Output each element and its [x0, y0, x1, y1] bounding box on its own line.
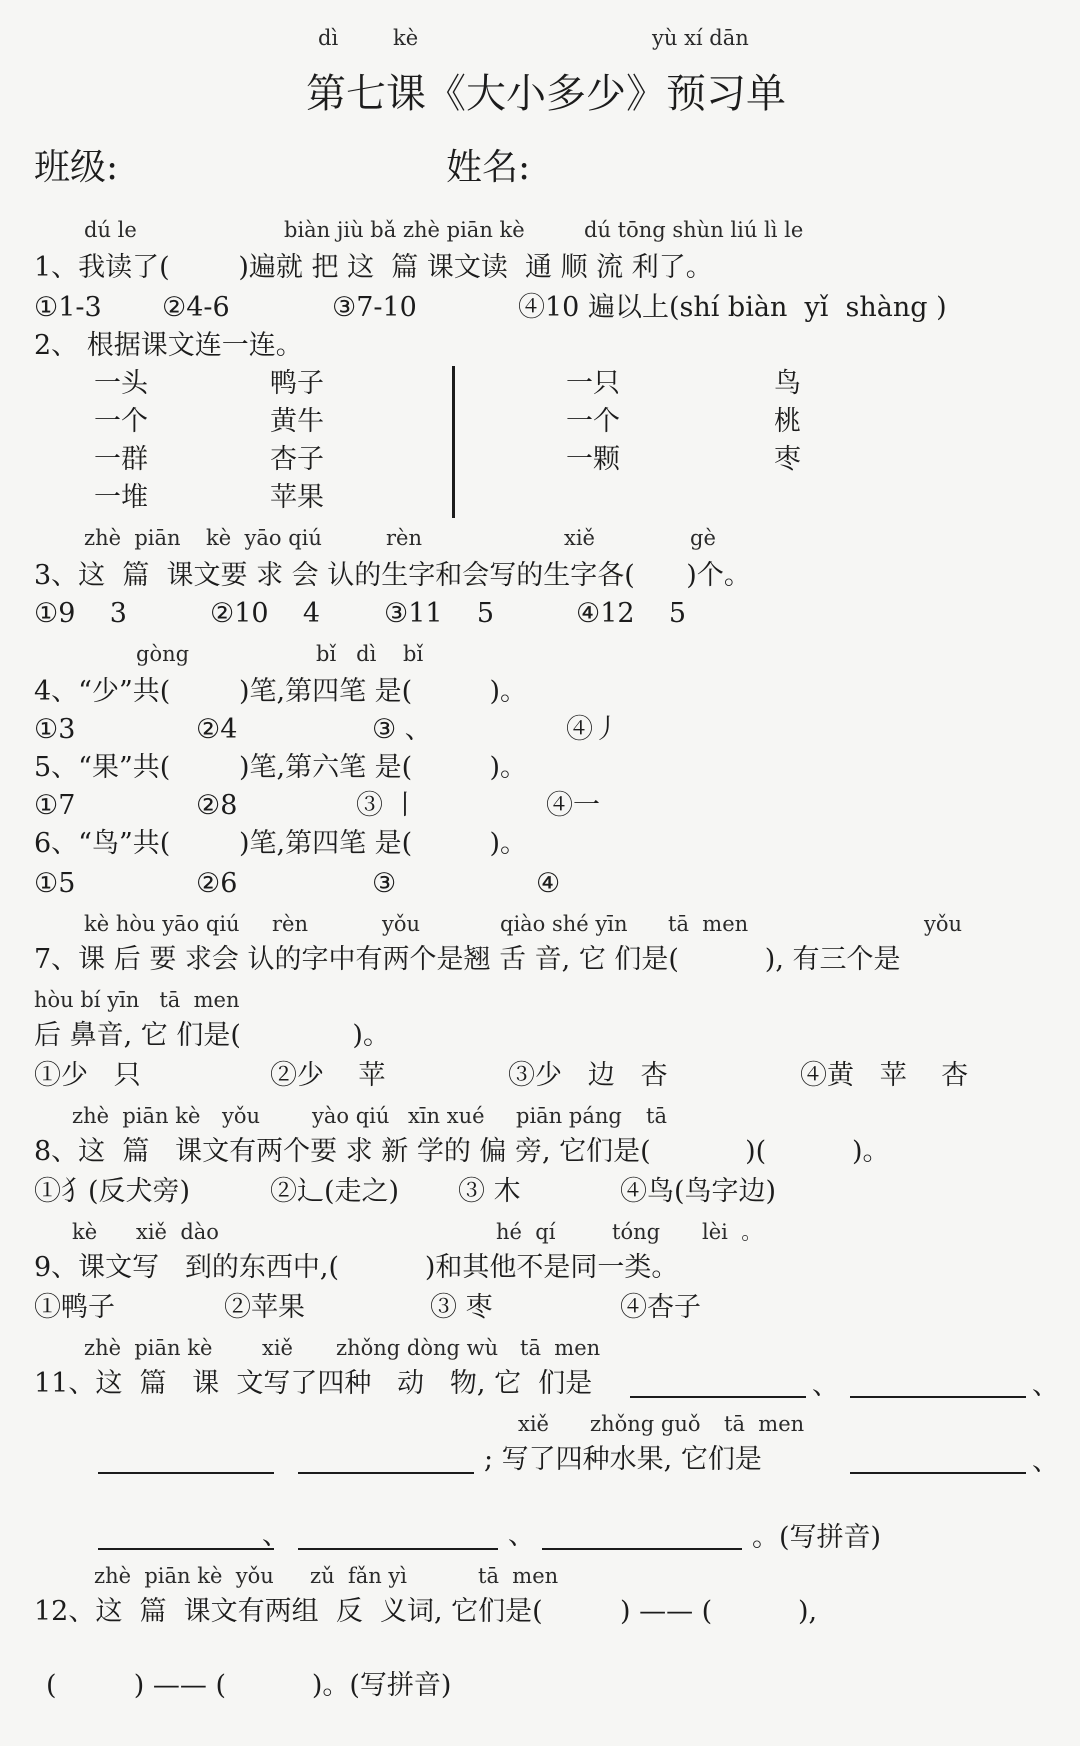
- q11-separator: 、: [262, 1520, 289, 1551]
- q8-pinyin: yào qiú: [312, 1104, 390, 1128]
- title-pinyin-ke: kè: [393, 26, 419, 50]
- q6-option: ①5: [34, 868, 76, 899]
- q7-option: ③少 边 杏: [508, 1060, 668, 1091]
- q7-option: ①少 只: [34, 1060, 141, 1091]
- q8-option: ④鸟(鸟字边): [620, 1176, 777, 1207]
- q11-pinyin: zhǒng dòng wù: [336, 1336, 499, 1360]
- q11-note: 。(写拼音): [752, 1522, 882, 1553]
- page-title: 第七课《大小多少》预习单: [306, 71, 786, 117]
- q9-pinyin: xiě dào: [136, 1220, 219, 1244]
- q8-text: 8、这 篇 课文有两个要 求 新 学的 偏 旁, 它们是( )( )。: [34, 1136, 890, 1167]
- q2-text: 2、 根据课文连一连。: [34, 330, 303, 361]
- q11-pinyin: tā men: [520, 1336, 601, 1360]
- q3-pinyin: rèn: [386, 526, 422, 550]
- q5-text: 5、“果”共( )笔,第六笔 是( )。: [34, 752, 527, 783]
- q11-separator: 、: [508, 1520, 535, 1551]
- q11-separator: 、: [1032, 1370, 1059, 1401]
- q11-answer-line[interactable]: [542, 1548, 742, 1550]
- q12-pinyin: zǔ fǎn yì: [310, 1564, 408, 1588]
- q7-pinyin: rèn: [272, 912, 308, 936]
- q12-text: 12、这 篇 课文有两组 反 义词, 它们是( ) —— ( ),: [34, 1596, 818, 1627]
- q2-left-noun: 鸭子: [270, 368, 324, 399]
- q4-option: ③ 、: [372, 714, 432, 745]
- q11-answer-line[interactable]: [850, 1472, 1026, 1474]
- q5-option: ④一: [546, 790, 600, 821]
- q11-text-line2: ; 写了四种水果, 它们是: [484, 1444, 762, 1475]
- q11-pinyin-line2: tā men: [724, 1412, 805, 1436]
- q7-text-line2: 后 鼻音, 它 们是( )。: [34, 1020, 390, 1051]
- q9-text: 9、课文写 到的东西中,( )和其他不是同一类。: [34, 1252, 679, 1283]
- q9-option: ③ 枣: [430, 1292, 493, 1323]
- q2-left-noun: 苹果: [270, 482, 324, 513]
- q4-option: ②4: [196, 714, 238, 745]
- q8-option: ③ 木: [458, 1176, 521, 1207]
- q11-text: 11、这 篇 课 文写了四种 动 物, 它 们是: [34, 1368, 593, 1399]
- q4-option: ④丿: [566, 714, 620, 745]
- q1-text: 1、我读了( )遍就 把 这 篇 课文读 通 顺 流 利了。: [34, 252, 713, 283]
- q11-answer-line[interactable]: [298, 1548, 498, 1550]
- q11-pinyin: zhè piān kè: [84, 1336, 213, 1360]
- q6-text: 6、“鸟”共( )笔,第四笔 是( )。: [34, 828, 527, 859]
- q2-divider: [452, 366, 455, 518]
- q2-left-measure: 一头: [94, 368, 148, 399]
- q7-option: ②少 苹: [270, 1060, 386, 1091]
- q2-left-measure: 一个: [94, 406, 148, 437]
- q4-pinyin: gòng: [136, 642, 190, 666]
- title-pinyin-yuxidan: yù xí dān: [652, 26, 749, 50]
- q12-pinyin: zhè piān kè yǒu: [94, 1564, 274, 1588]
- q11-pinyin: xiě: [262, 1336, 293, 1360]
- q6-option: ③: [372, 868, 397, 899]
- q3-pinyin: zhè piān: [84, 526, 181, 550]
- q1-option: ④10 遍以上(shí biàn yǐ shàng ): [518, 292, 947, 323]
- q6-option: ④: [536, 868, 561, 899]
- q3-option: ④12 5: [576, 598, 687, 629]
- q9-pinyin: tóng: [612, 1220, 661, 1244]
- q1-option: ②4-6: [162, 292, 230, 323]
- q3-option: ③11 5: [384, 598, 495, 629]
- q11-answer-line[interactable]: [850, 1396, 1026, 1398]
- q8-pinyin: xīn xué: [408, 1104, 485, 1128]
- q8-pinyin: zhè piān kè: [72, 1104, 201, 1128]
- q2-left-noun: 杏子: [270, 444, 324, 475]
- q7-pinyin: yǒu: [382, 912, 421, 936]
- q11-pinyin-line2: xiě: [518, 1412, 549, 1436]
- q2-right-measure: 一只: [566, 368, 620, 399]
- q7-pinyin: qiào shé yīn: [500, 912, 628, 936]
- q11-pinyin-line2: zhǒng guǒ: [590, 1412, 701, 1436]
- q9-option: ①鸭子: [34, 1292, 115, 1323]
- q9-pinyin: kè: [72, 1220, 98, 1244]
- q3-pinyin: xiě: [564, 526, 595, 550]
- title-pinyin-di: dì: [318, 26, 339, 50]
- q2-right-noun: 桃: [774, 406, 801, 437]
- q8-pinyin: tā: [646, 1104, 667, 1128]
- q1-pinyin: dú le: [84, 218, 137, 242]
- name-label: 姓名:: [446, 147, 531, 188]
- q7-option: ④黄 苹 杏: [800, 1060, 969, 1091]
- q2-left-measure: 一群: [94, 444, 148, 475]
- q7-text: 7、课 后 要 求会 认的字中有两个是翘 舌 音, 它 们是( ), 有三个是: [34, 944, 901, 975]
- q3-option: ①9 3: [34, 598, 127, 629]
- q12-pinyin: tā men: [478, 1564, 559, 1588]
- q8-option: ①犭(反犬旁): [34, 1176, 191, 1207]
- q11-answer-line[interactable]: [298, 1472, 474, 1474]
- q5-option: ②8: [196, 790, 238, 821]
- q8-pinyin: yǒu: [222, 1104, 261, 1128]
- q11-separator: 、: [812, 1370, 839, 1401]
- q7-pinyin-line2: hòu bí yīn tā men: [34, 988, 240, 1012]
- q9-option: ②苹果: [224, 1292, 305, 1323]
- q11-answer-line[interactable]: [98, 1548, 274, 1550]
- q9-pinyin: hé qí: [496, 1220, 556, 1244]
- q2-right-noun: 鸟: [774, 368, 801, 399]
- q3-pinyin: gè: [690, 526, 716, 550]
- q9-option: ④杏子: [620, 1292, 701, 1323]
- q2-right-measure: 一颗: [566, 444, 620, 475]
- q7-pinyin: kè hòu yāo qiú: [84, 912, 240, 936]
- q3-option: ②10 4: [210, 598, 321, 629]
- q11-answer-line[interactable]: [98, 1472, 274, 1474]
- q3-pinyin: kè yāo qiú: [206, 526, 322, 550]
- q1-option: ③7-10: [332, 292, 417, 323]
- q5-option: ③ 丨: [356, 790, 419, 821]
- q11-answer-line[interactable]: [630, 1396, 806, 1398]
- q3-text: 3、这 篇 课文要 求 会 认的生字和会写的生字各( )个。: [34, 560, 751, 591]
- q2-right-measure: 一个: [566, 406, 620, 437]
- q12-text-line2: ( ) —— ( )。(写拼音): [46, 1670, 452, 1701]
- q5-option: ①7: [34, 790, 76, 821]
- q8-option: ②辶(走之): [270, 1176, 400, 1207]
- q6-option: ②6: [196, 868, 238, 899]
- q4-pinyin: bǐ dì bǐ: [316, 642, 424, 666]
- q7-pinyin: yǒu: [924, 912, 963, 936]
- q4-option: ①3: [34, 714, 76, 745]
- class-label: 班级:: [34, 147, 119, 188]
- q2-right-noun: 枣: [774, 444, 801, 475]
- q1-pinyin: biàn jiù bǎ zhè piān kè: [284, 218, 525, 242]
- q4-text: 4、“少”共( )笔,第四笔 是( )。: [34, 676, 527, 707]
- q2-left-noun: 黄牛: [270, 406, 324, 437]
- q9-pinyin: lèi 。: [702, 1220, 763, 1244]
- q7-pinyin: tā men: [668, 912, 749, 936]
- q11-separator: 、: [1032, 1446, 1059, 1477]
- q1-pinyin: dú tōng shùn liú lì le: [584, 218, 804, 242]
- q1-option: ①1-3: [34, 292, 102, 323]
- q8-pinyin: piān páng: [516, 1104, 622, 1128]
- q2-left-measure: 一堆: [94, 482, 148, 513]
